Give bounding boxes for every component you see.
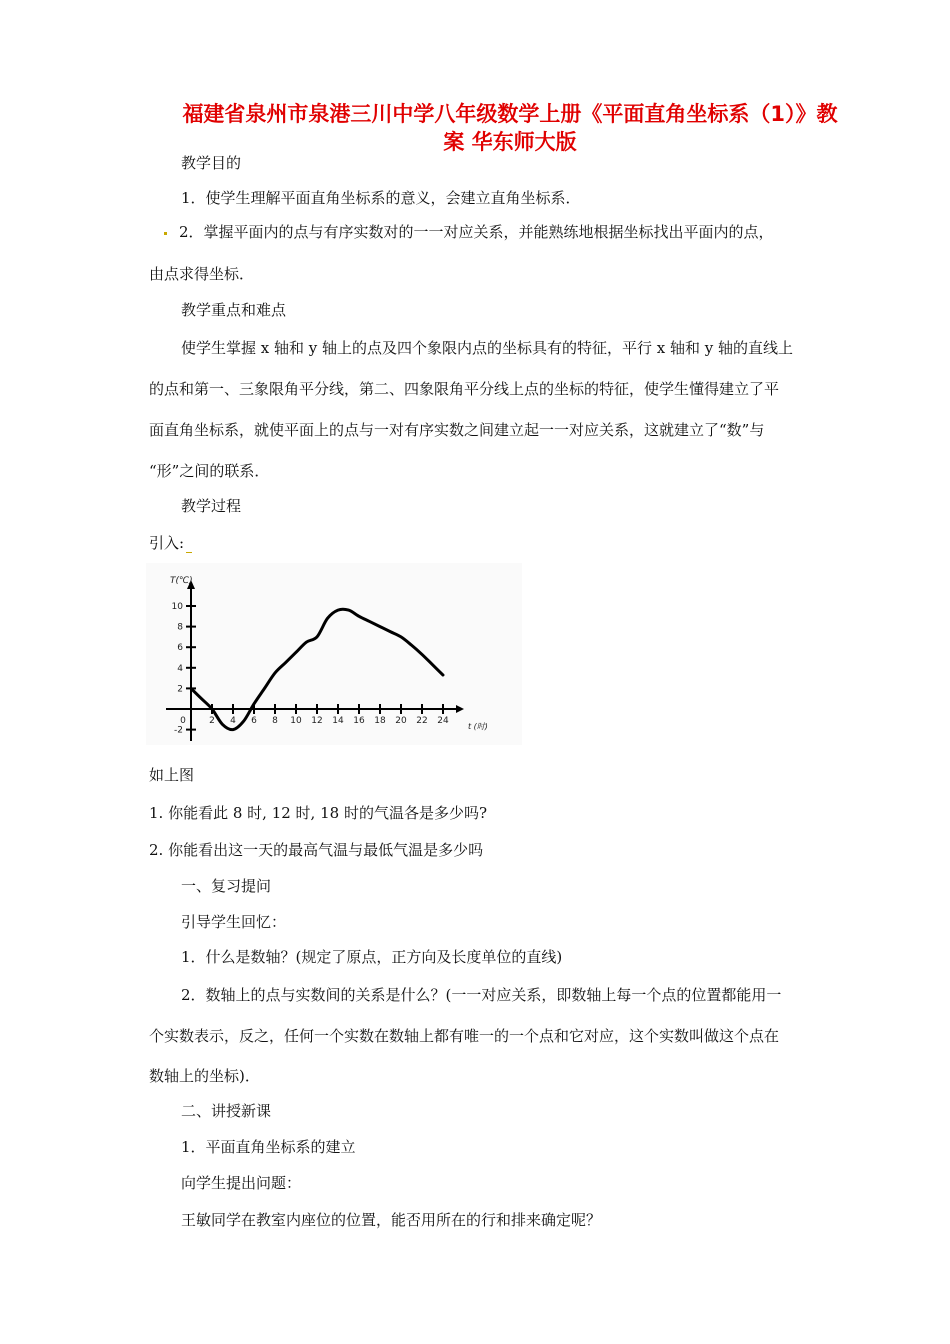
section-heading-key-points: 教学重点和难点 xyxy=(181,301,287,319)
x-tick-label: 18 xyxy=(374,716,386,726)
section-heading-goals: 教学目的 xyxy=(181,154,242,172)
key-points-para-4: “形”之间的联系． xyxy=(149,462,270,480)
lesson-question: 王敏同学在教室内座位的位置，能否用所在的行和排来确定呢？ xyxy=(181,1211,602,1229)
underline-mark xyxy=(186,552,192,553)
key-points-para-2: 的点和第一、三象限角平分线，第二、四象限角平分线上点的坐标的特征，使学生懂得建立了平 xyxy=(149,380,780,398)
x-tick-label: 6 xyxy=(251,716,257,726)
y-tick-label: 10 xyxy=(171,602,183,612)
goal-item-2-wrap xyxy=(164,222,774,242)
y-axis-title: T(℃) xyxy=(170,576,193,586)
question-2: 2. 你能看出这一天的最高气温与最低气温是多少吗 xyxy=(149,841,484,859)
document-title-line-2: 案 华东师大版 xyxy=(443,130,577,154)
question-1: 1. 你能看此 8 时, 12 时, 18 时的气温各是多少吗? xyxy=(149,804,487,822)
review-item-2-cont-1: 个实数表示，反之，任何一个实数在数轴上都有唯一的一个点和它对应，这个实数叫做这个点在 xyxy=(149,1027,780,1045)
section-heading-process: 教学过程 xyxy=(181,497,242,515)
intro-label-wrap xyxy=(149,533,192,553)
x-tick-label: 8 xyxy=(272,716,278,726)
x-tick-label: 10 xyxy=(290,716,302,726)
y-tick-label: -2 xyxy=(174,725,183,736)
y-tick-label: 4 xyxy=(177,663,183,674)
x-axis-arrow xyxy=(456,705,464,713)
figure-reference: 如上图 xyxy=(149,766,195,784)
lesson-item-1: 1．平面直角坐标系的建立 xyxy=(181,1138,356,1156)
x-tick-label: 14 xyxy=(332,716,344,726)
intro-label: 引入: xyxy=(149,534,185,552)
review-item-2: 2．数轴上的点与实数间的关系是什么？(一一对应关系，即数轴上每一个点的位置都能用一 xyxy=(181,986,782,1004)
goal-item-1: 1．使学生理解平面直角坐标系的意义，会建立直角坐标系． xyxy=(181,189,581,207)
x-tick-label: 12 xyxy=(311,716,323,726)
section-heading-new-lesson: 二、讲授新课 xyxy=(181,1102,272,1120)
goal-item-2-cont: 由点求得坐标． xyxy=(149,265,255,283)
temperature-chart-svg xyxy=(146,563,522,745)
y-tick-label: 6 xyxy=(177,643,183,654)
x-tick-label: 22 xyxy=(416,716,428,726)
marker-dot xyxy=(164,232,167,235)
x-tick-label: 16 xyxy=(353,716,365,726)
section-heading-review: 一、复习提问 xyxy=(181,877,272,895)
lesson-prompt: 向学生提出问题： xyxy=(181,1174,302,1192)
goal-item-2: 2．掌握平面内的点与有序实数对的一一对应关系，并能熟练地根据坐标找出平面内的点， xyxy=(179,223,774,241)
review-item-2-cont-2: 数轴上的坐标)． xyxy=(149,1067,260,1085)
key-points-para-1: 使学生掌握 x 轴和 y 轴上的点及四个象限内点的坐标具有的特征，平行 x 轴和 y 轴的直线上 xyxy=(181,339,794,357)
y-tick-label: 2 xyxy=(177,684,183,695)
x-tick-label: 0 xyxy=(180,716,186,726)
x-tick-label: 2 xyxy=(209,716,215,726)
y-tick-label: 8 xyxy=(177,622,183,633)
x-tick-label: 4 xyxy=(230,716,236,726)
chart-ticks xyxy=(172,602,449,736)
review-item-1: 1．什么是数轴？(规定了原点，正方向及长度单位的直线) xyxy=(181,948,563,966)
temperature-chart xyxy=(146,563,522,745)
document-title-line-1: 福建省泉州市泉港三川中学八年级数学上册《平面直角坐标系（1）》教 xyxy=(182,102,838,126)
x-axis-title: t (时) xyxy=(468,722,488,731)
x-tick-label: 24 xyxy=(437,716,449,726)
key-points-para-3: 面直角坐标系，就使平面上的点与一对有序实数之间建立起一一对应关系，这就建立了“数”与 xyxy=(149,421,765,439)
x-tick-label: 20 xyxy=(395,716,407,726)
review-prompt: 引导学生回忆： xyxy=(181,913,287,931)
